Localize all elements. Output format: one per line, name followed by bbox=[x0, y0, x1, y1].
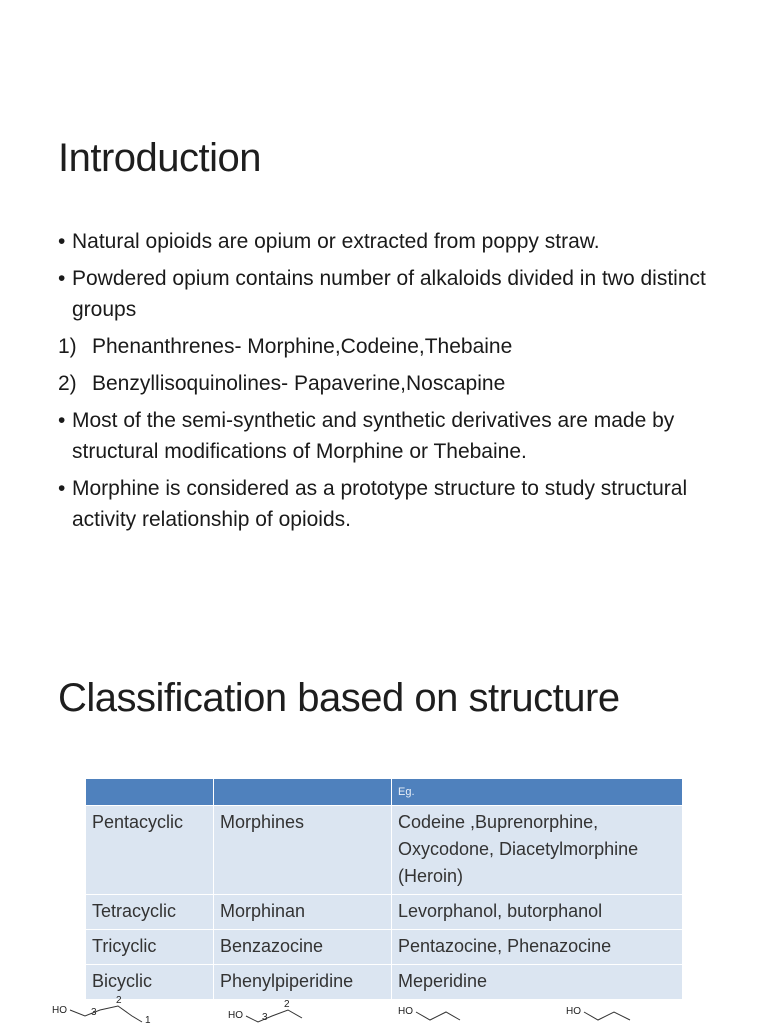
table-cell: Levorphanol, butorphanol bbox=[392, 895, 683, 930]
table-header-cell: Eg. bbox=[392, 779, 683, 806]
bullet-text: Powdered opium contains number of alkaloids divided in two distinct groups bbox=[72, 267, 706, 321]
structure-fragment-4 bbox=[566, 1006, 630, 1020]
bullet-text: Phenanthrenes- Morphine,Codeine,Thebaine bbox=[92, 335, 513, 358]
bullet-item bbox=[58, 405, 738, 467]
structure-fragment-3 bbox=[398, 1006, 460, 1020]
bullet-item bbox=[58, 226, 738, 257]
bullet-marker: • bbox=[58, 477, 66, 500]
bullet-item bbox=[58, 263, 738, 325]
table-cell: Tetracyclic bbox=[86, 895, 214, 930]
structure-label: 3 bbox=[91, 1007, 97, 1018]
bullet-marker: • bbox=[58, 409, 66, 432]
structure-label: HO bbox=[52, 1005, 67, 1016]
introduction-title: Introduction bbox=[58, 136, 262, 180]
structure-label: HO bbox=[398, 1006, 413, 1017]
table-cell: Phenylpiperidine bbox=[214, 965, 392, 1000]
bullet-text: Morphine is considered as a prototype structure to study structural activity relationship of opioids. bbox=[72, 477, 688, 531]
structure-label: HO bbox=[566, 1006, 581, 1017]
structure-label: 1 bbox=[145, 1015, 151, 1024]
table-cell: Tricyclic bbox=[86, 930, 214, 965]
number-marker: 2) bbox=[58, 372, 77, 395]
structure-label: HO bbox=[228, 1010, 243, 1021]
table-header-cell bbox=[214, 779, 392, 806]
bullet-text: Benzyllisoquinolines- Papaverine,Noscapine bbox=[92, 372, 506, 395]
introduction-bullet-list bbox=[58, 226, 738, 541]
table-cell: Benzazocine bbox=[214, 930, 392, 965]
numbered-item bbox=[58, 331, 738, 362]
table-header-row bbox=[86, 779, 683, 806]
bullet-text: Natural opioids are opium or extracted from poppy straw. bbox=[72, 230, 600, 253]
table-cell: Codeine ,Buprenorphine, Oxycodone, Diacetylmorphine (Heroin) bbox=[392, 806, 683, 895]
bullet-item bbox=[58, 473, 738, 535]
table-cell: Pentazocine, Phenazocine bbox=[392, 930, 683, 965]
numbered-item bbox=[58, 368, 738, 399]
table-row bbox=[86, 965, 683, 1000]
table-cell: Pentacyclic bbox=[86, 806, 214, 895]
structure-label: 2 bbox=[284, 999, 290, 1010]
bullet-marker: • bbox=[58, 230, 66, 253]
structure-label: 3 bbox=[262, 1012, 268, 1023]
structure-fragment-1 bbox=[52, 996, 151, 1024]
structure-label: 2 bbox=[116, 996, 122, 1006]
table-row bbox=[86, 930, 683, 965]
table-cell: Morphinan bbox=[214, 895, 392, 930]
structure-fragment-2 bbox=[228, 999, 302, 1023]
classification-table bbox=[86, 779, 683, 999]
table-cell: Bicyclic bbox=[86, 965, 214, 1000]
table-cell: Meperidine bbox=[392, 965, 683, 1000]
chemical-structures-strip bbox=[0, 996, 768, 1024]
table-row bbox=[86, 806, 683, 895]
table-row bbox=[86, 895, 683, 930]
classification-title: Classification based on structure bbox=[58, 676, 620, 720]
bullet-text: Most of the semi-synthetic and synthetic derivatives are made by structural modifications of Morphine or Thebaine. bbox=[72, 409, 675, 463]
table-header-cell bbox=[86, 779, 214, 806]
number-marker: 1) bbox=[58, 335, 77, 358]
bullet-marker: • bbox=[58, 267, 66, 290]
table-cell: Morphines bbox=[214, 806, 392, 895]
